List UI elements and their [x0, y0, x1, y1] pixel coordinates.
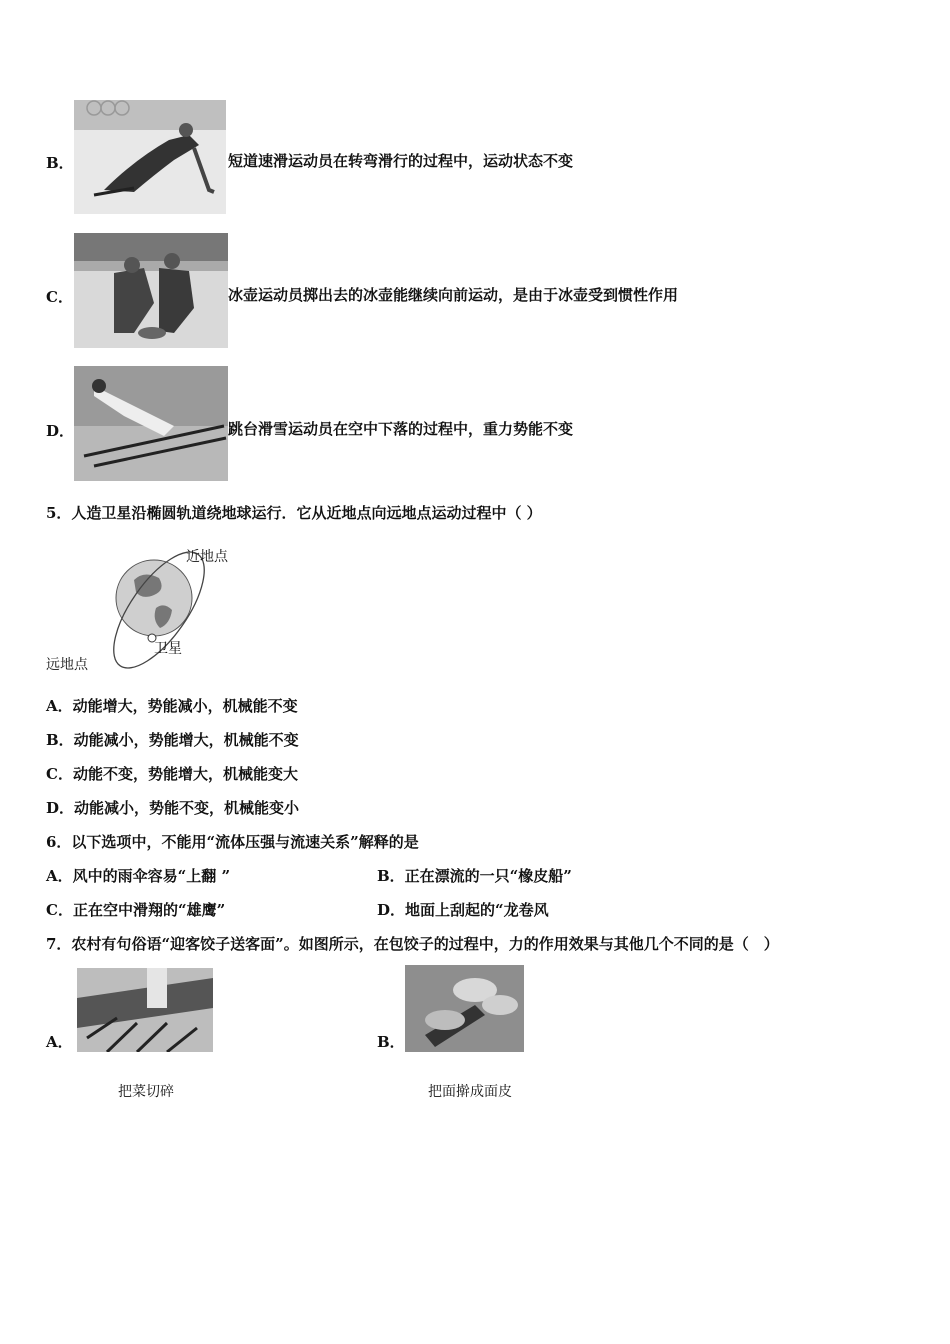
q4-option-b-label: B． [46, 154, 74, 172]
speed-skater-photo [74, 100, 226, 214]
q5-option-b: B．动能减小，势能增大，机械能不变 [46, 731, 299, 749]
q6-option-a: A．风中的雨伞容易“上翻 ” [46, 867, 231, 885]
perigee-label: 近地点 [186, 549, 228, 565]
q4-option-b-text: 短道速滑运动员在转弯滑行的过程中，运动状态不变 [228, 152, 574, 170]
q7-option-a-label: A． [46, 1033, 73, 1051]
q7-option-b-caption: 把面擀成面皮 [428, 1084, 512, 1100]
q6-option-d: D．地面上刮起的“龙卷风 [377, 901, 549, 919]
q7-stem: 7．农村有句俗语“迎客饺子送客面”。如图所示，在包饺子的过程中，力的作用效果与其他几个不同的是（ ） [46, 935, 779, 953]
chopping-vegetables-photo [77, 968, 213, 1052]
curling-photo [74, 233, 228, 348]
q5-option-d: D．动能减小，势能不变，机械能变小 [46, 799, 300, 817]
satellite-label: 卫星 [154, 641, 182, 657]
q7-option-b-label: B． [377, 1033, 405, 1051]
q4-option-c-label: C． [46, 288, 73, 306]
q5-option-a: A．动能增大，势能减小，机械能不变 [46, 697, 298, 715]
q7-option-a-caption: 把菜切碎 [118, 1084, 174, 1100]
q4-option-d-label: D． [46, 422, 75, 440]
orbit-diagram [44, 540, 254, 676]
rolling-dough-photo [405, 965, 524, 1052]
q6-option-b: B．正在漂流的一只“橡皮船” [377, 867, 572, 885]
q5-option-c: C．动能不变，势能增大，机械能变大 [46, 765, 298, 783]
apogee-label: 远地点 [46, 657, 88, 673]
q5-stem: 5．人造卫星沿椭圆轨道绕地球运行．它从近地点向远地点运动过程中（ ） [46, 504, 542, 522]
q4-option-d-text: 跳台滑雪运动员在空中下落的过程中，重力势能不变 [228, 420, 574, 438]
q6-stem: 6．以下选项中，不能用“流体压强与流速关系”解释的是 [46, 833, 419, 851]
q6-option-c: C．正在空中滑翔的“雄鹰” [46, 901, 226, 919]
ski-jump-photo [74, 366, 228, 481]
q4-option-c-text: 冰壶运动员掷出去的冰壶能继续向前运动，是由于冰壶受到惯性作用 [228, 286, 679, 304]
